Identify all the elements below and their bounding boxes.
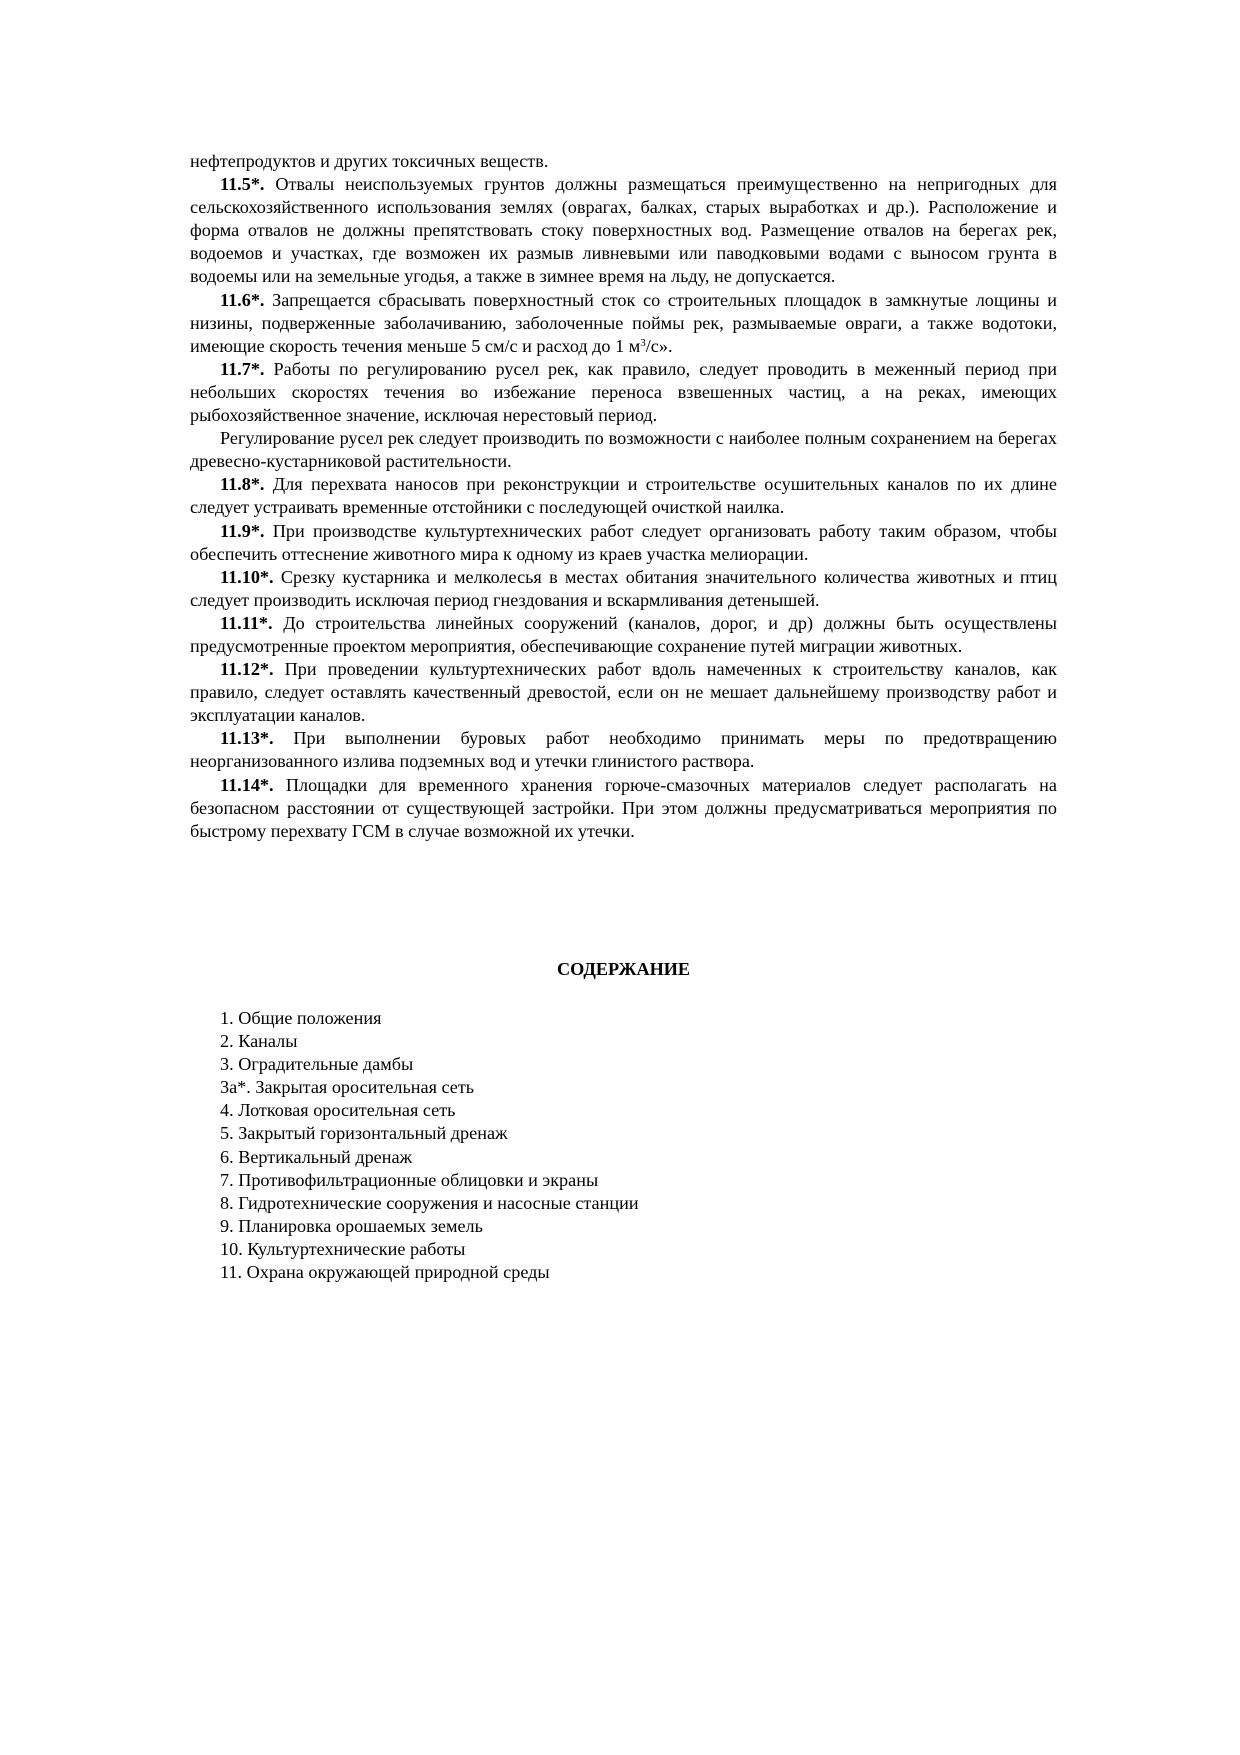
paragraph-text: Площадки для временного хранения горюче-смазочных материалов следует располагать на безопасном расстоянии от существующей застройки. При этом должны предусматриваться мероприятия по быстрому перехвату ГСМ в случае возможной их утечки. — [190, 774, 1057, 841]
paragraph-0 — [190, 150, 1057, 173]
section-11-body — [190, 150, 1057, 843]
clause-label: 11.13*. — [220, 728, 274, 749]
paragraph-11-11 — [190, 612, 1057, 658]
toc-item: 4. Лотковая оросительная сеть — [220, 1100, 456, 1121]
table-of-contents — [220, 1007, 1020, 1284]
toc-item: 2. Каналы — [220, 1031, 298, 1052]
paragraph-text: До строительства линейных сооружений (каналов, дорог, и др) должны быть осуществлены предусмотренные проектом мероприятия, обеспечивающие сохранение путей миграции животных. — [190, 612, 1057, 656]
superscript: 3 — [640, 336, 646, 349]
paragraph-11-5 — [190, 173, 1057, 288]
clause-label: 11.5*. — [220, 174, 265, 195]
paragraph-text: Для перехвата наносов при реконструкции и строительстве осушительных каналов по их длине следует устраивать временные отстойники с последующей очисткой наилка. — [190, 474, 1057, 518]
paragraph-11-8 — [190, 473, 1057, 519]
paragraph-text: При производстве культуртехнических работ следует организовать работу таким образом, чтобы обеспечить оттеснение животного мира к одному из краев участка мелиорации. — [190, 520, 1057, 564]
paragraph-text: При выполнении буровых работ необходимо принимать меры по предотвращению неорганизованного излива подземных вод и утечки глинистого раствора. — [190, 728, 1057, 772]
paragraph-11-7 — [190, 358, 1057, 427]
clause-label: 11.7*. — [220, 358, 265, 379]
toc-item: 7. Противофильтрационные облицовки и экраны — [220, 1169, 599, 1190]
toc-item: 11. Охрана окружающей природной среды — [220, 1262, 550, 1283]
clause-label: 11.8*. — [220, 474, 265, 495]
paragraph-11-9 — [190, 520, 1057, 566]
paragraph-11-6 — [190, 289, 1057, 358]
paragraph-text: Регулирование русел рек следует производить по возможности с наиболее полным сохранением на берегах древесно-кустарниковой растительности. — [190, 428, 1057, 472]
paragraph-text: Работы по регулированию русел рек, как правило, следует проводить в меженный период при небольших скоростях течения во избежание переноса взвешенных частиц, а на реках, имеющих рыбохозяйственное значение, исключая нерестовый период. — [190, 358, 1057, 426]
paragraph-11-13 — [190, 727, 1057, 773]
paragraph-text: Срезку кустарника и мелколесья в местах обитания значительного количества животных и птиц следует производить исключая период гнездования и вскармливания детенышей. — [190, 566, 1057, 610]
clause-label: 11.11*. — [220, 612, 273, 633]
clause-label: 11.14*. — [220, 774, 274, 795]
clause-label: 11.10*. — [220, 566, 274, 587]
toc-item: 8. Гидротехнические сооружения и насосные станции — [220, 1192, 639, 1213]
toc-item: 9. Планировка орошаемых земель — [220, 1215, 483, 1236]
toc-item: 10. Культуртехнические работы — [220, 1238, 466, 1259]
paragraph-11-12 — [190, 658, 1057, 727]
paragraph-text: Отвалы неиспользуемых грунтов должны размещаться преимущественно на непригодных для сельскохозяйственного использования землях (оврагах, балках, старых выработках и др.). Расположение и форма отвалов не должны препятствовать стоку поверхностных вод. Размещение отвалов на берегах рек, водоемов и участках, где возможен их размыв ливневыми или паводковыми водами с выносом грунта в водоемы или на земельные угодья, а также в зимнее время на льду, не допускается. — [190, 174, 1057, 287]
clause-label: 11.6*. — [220, 289, 265, 310]
clause-label: 11.9*. — [220, 520, 265, 541]
clause-label: 11.12*. — [220, 659, 274, 680]
paragraph-text: При проведении культуртехнических работ вдоль намеченных к строительству каналов, как правило, следует оставлять качественный древостой, если он не мешает дальнейшему производству работ и эксплуатации каналов. — [190, 659, 1057, 726]
paragraph-text-tail: /с». — [645, 335, 673, 356]
paragraph-11-10 — [190, 566, 1057, 612]
paragraph-text: Запрещается сбрасывать поверхностный сток со строительных площадок в замкнутые лощины и низины, подверженные заболачиванию, заболоченные поймы рек, размываемые овраги, а также водотоки, имеющие скорость течения меньше 5 см/с и расход до 1 м — [190, 289, 1057, 356]
toc-item: 3а*. Закрытая оросительная сеть — [220, 1077, 475, 1098]
toc-item: 5. Закрытый горизонтальный дренаж — [220, 1123, 508, 1144]
toc-item: 3. Оградительные дамбы — [220, 1054, 414, 1075]
paragraph-text: нефтепродуктов и других токсичных веществ. — [190, 151, 549, 171]
toc-item: 1. Общие положения — [220, 1008, 382, 1028]
toc-item: 6. Вертикальный дренаж — [220, 1146, 413, 1167]
paragraph-11-14 — [190, 774, 1057, 843]
paragraph-11-7-cont — [190, 427, 1057, 473]
toc-title: СОДЕРЖАНИЕ — [556, 959, 691, 979]
